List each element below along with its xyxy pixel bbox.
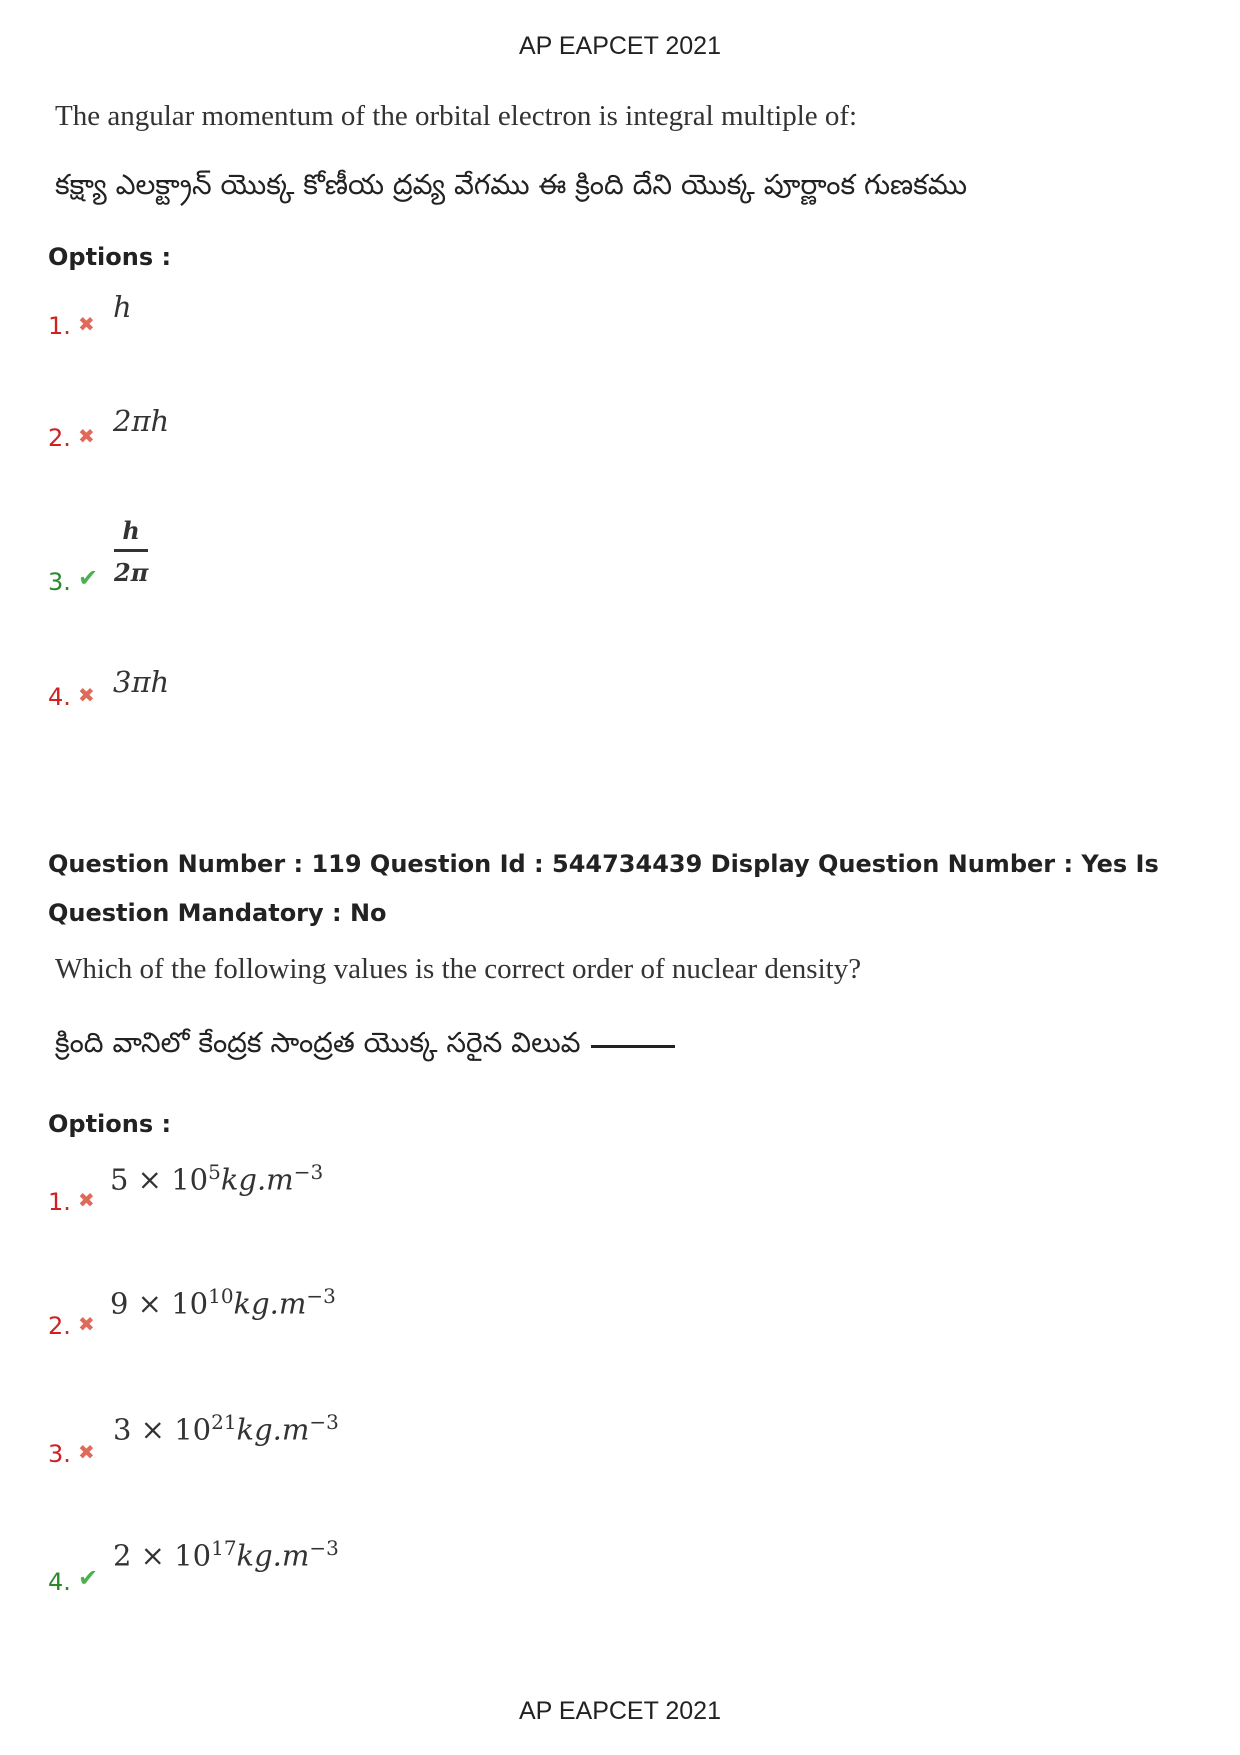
option-number: 1.: [48, 312, 71, 340]
option-value: $9 \times 10^{10}kg.m^{-3}$: [110, 1284, 336, 1321]
option-value: $5 \times 10^5kg.m^{-3}$: [110, 1160, 324, 1197]
question-119-option-2: [48, 1284, 648, 1344]
question-119-option-1: [48, 1160, 648, 1220]
question-119-options-label: Options :: [48, 1110, 172, 1138]
option-value: 2πh: [113, 404, 170, 438]
option-value: h: [113, 290, 132, 324]
question-118-option-3: [48, 516, 648, 596]
page-footer: AP EAPCET 2021: [519, 1697, 721, 1725]
question-119-option-4: [48, 1536, 648, 1596]
question-118-options-label: Options :: [48, 243, 172, 271]
option-number: 4.: [48, 1568, 71, 1596]
option-value: $3 \times 10^{21}kg.m^{-3}$: [113, 1410, 339, 1447]
question-118-option-1: [48, 290, 648, 350]
option-number: 3.: [48, 568, 71, 596]
option-value: $2 \times 10^{17}kg.m^{-3}$: [113, 1536, 339, 1573]
wrong-mark-icon: ✖: [78, 683, 95, 707]
wrong-mark-icon: ✖: [78, 1312, 95, 1336]
wrong-mark-icon: ✖: [78, 1440, 95, 1464]
option-value: [114, 516, 148, 588]
wrong-mark-icon: ✖: [78, 312, 95, 336]
question-119-meta: Question Number : 119 Question Id : 544734439 Display Question Number : Yes Is Question Mandatory : No: [48, 850, 1159, 927]
option-number: 1.: [48, 1188, 71, 1216]
fraction: [114, 516, 148, 587]
answer-blank: [591, 1045, 675, 1048]
fraction-numerator: h: [114, 516, 148, 552]
question-119-text-telugu: [55, 1026, 675, 1066]
question-119-option-3: [48, 1410, 648, 1470]
question-119-text-english: Which of the following values is the correct order of nuclear density?: [55, 953, 862, 985]
option-value: 3πh: [113, 665, 170, 699]
option-number: 4.: [48, 683, 71, 711]
option-number: 2.: [48, 1312, 71, 1340]
question-118-option-4: [48, 665, 648, 725]
fraction-denominator: 2π: [114, 558, 149, 587]
question-118-option-2: [48, 404, 648, 464]
question-118-text-english: The angular momentum of the orbital electron is integral multiple of:: [55, 100, 858, 132]
option-number: 2.: [48, 424, 71, 452]
correct-check-icon: ✔: [78, 564, 99, 592]
correct-check-icon: ✔: [78, 1564, 99, 1592]
wrong-mark-icon: ✖: [78, 424, 95, 448]
page-header: AP EAPCET 2021: [519, 32, 721, 60]
question-119-telugu-words: క్రింది వానిలో కేంద్రక సాంద్రత యొక్క సరైన విలువ: [55, 1026, 581, 1059]
option-number: 3.: [48, 1440, 71, 1468]
question-118-text-telugu: కక్ష్యా ఎలక్ట్రాన్ యొక్క కోణీయ ద్రవ్య వేగము ఈ క్రింది దేని యొక్క పూర్ణాంక గుణకము: [55, 168, 968, 201]
wrong-mark-icon: ✖: [78, 1188, 95, 1212]
